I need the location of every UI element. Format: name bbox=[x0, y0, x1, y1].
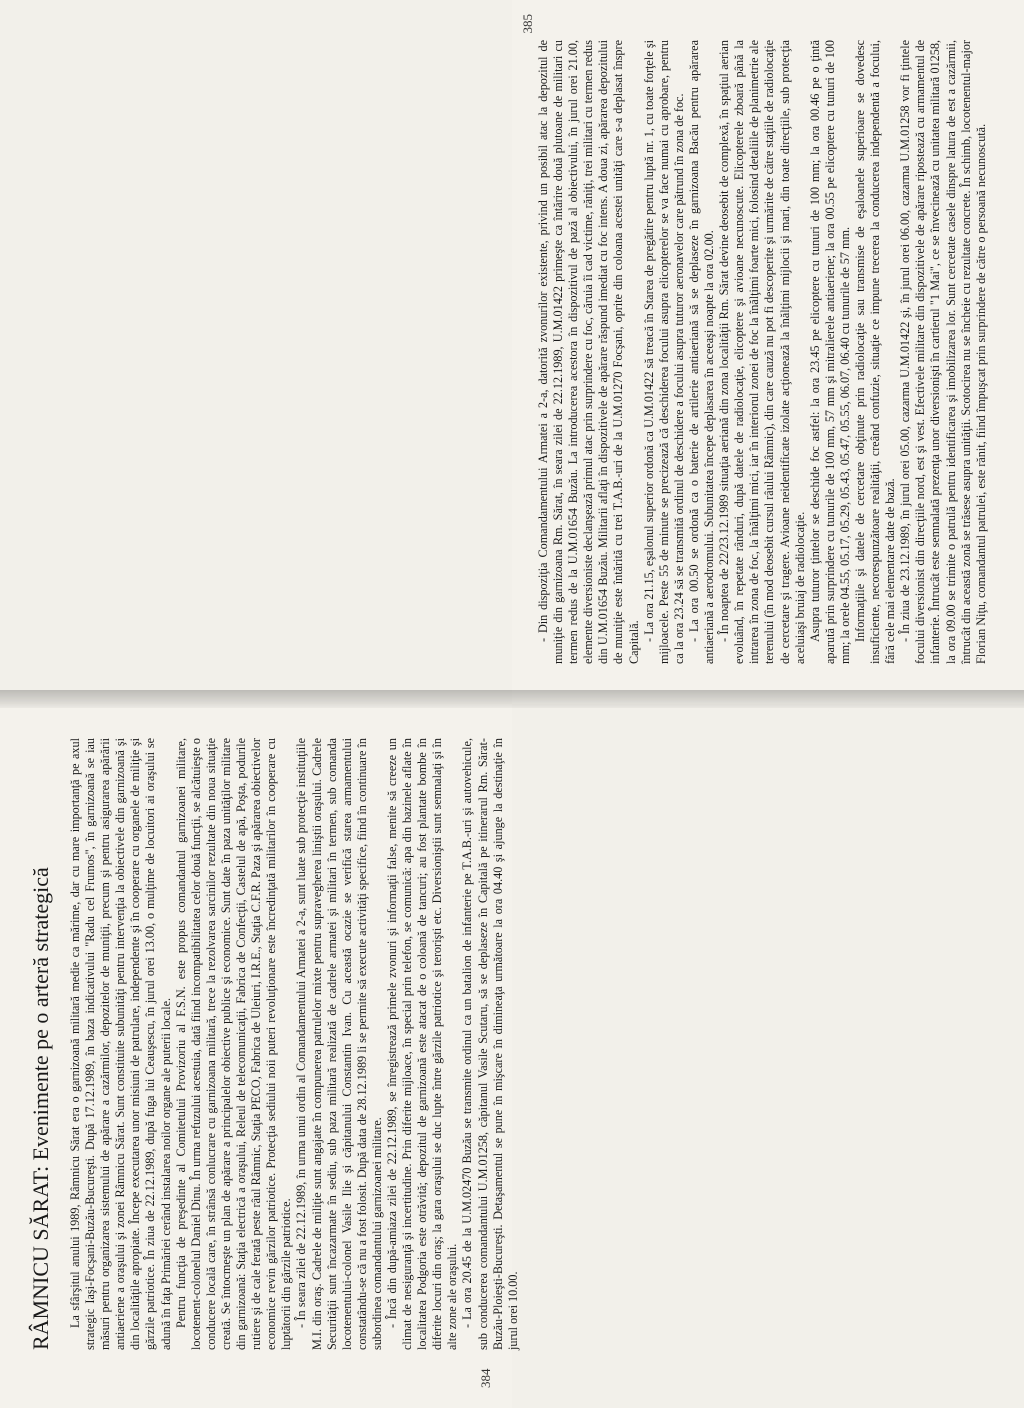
paragraph: - La ora 21.15, eşalonul superior ordonă ca U.M.01422 să treacă în Starea de pregătire pentru luptă nr. 1, cu toate forţele şi mijloacele. Peste 55 de minute se precizează că deschiderea focului asupra elicopterelor se va face numai cu aprobare, pentru ca la ora 23.24 să se transmită ordinul de deschidere a focului asupra tuturor aeronavelor care pătrund în zona de foc. bbox=[641, 40, 686, 664]
paragraph: - În ziua de 23.12.1989, în jurul orei 05.00, cazarma U.M.01422 şi, în jurul orei 06.00, cazarma U.M.01258 vor fi ţintele focului diversionist din direcţiile nord, est şi vest. Efectivele militare din dispozitivele de apărare ripostează cu armamentul de infanterie. Întrucât este semnalată prezenţa unor diversionişti în cartierul "1 Mai", ce se învecinează cu unitatea militară 01258, la ora 09.00 se trimite o patrulă pentru identificarea şi imobilizarea lor. Sunt cercetate casele dinspre latura de est a cazărmii, întrucât din această zonă se trăsese asupra unităţii. Scotocirea nu se încheie cu rezultate concrete. În schimb, locotenentul-major Florian Niţu, comandantul patrulei, este rănit, fiind împuşcat prin surprindere de către o persoană necunoscută. bbox=[898, 40, 988, 664]
paragraph: - La ora 20.45 de la U.M.02470 Buzău se transmite ordinul ca un batalion de infanterie pe T.A.B.-uri şi autovehicule, sub conducerea comandantului U.M.01258, căpitanul Vasile Scutaru, să se deplaseze în Capitală pe itinerarul Rm. Sărat-Buzău-Ploieşti-Bucureşti. Detaşamentul se pune în mişcare în dimineaţa următoare la ora 04.40 şi ajunge la destinaţie în jurul orei 10.00. bbox=[460, 738, 520, 1350]
paragraph: La sfârşitul anului 1989, Râmnicu Sărat era o garnizoană militară medie ca mărime, dar cu mare importanţă pe axul strategic Iaşi-Focşani-Buzău-Bucureşti. După 17.12.1989, în baza indicativului "Radu cel Frumos", în garnizoană se iau măsuri pentru organizarea sistemului de apărare a cazărmilor, depozitelor de muniţii, precum şi pentru asigurarea apărării antiaeriene a oraşului şi zonei Râmnicu Sărat. Sunt constituite subunităţi pentru intervenţia la obiectivele din garnizoană şi din localităţile apropiate. Începe executarea unor misiuni de patrulare, independente şi în cooperare cu organele de miliţie şi gărzile patriotice. În ziua de 22.12.1989, după fuga lui Ceauşescu, în jurul orei 13.00, o mulţime de locuitori ai oraşului se adună în faţa Primăriei cerând instalarea noilor organe ale puterii locale. bbox=[68, 738, 173, 1350]
page-384-content bbox=[28, 738, 520, 1350]
page-385 bbox=[512, 0, 1024, 704]
page-number: 384 bbox=[478, 1368, 493, 1388]
page-385-content bbox=[536, 40, 1002, 664]
paragraph: Asupra tuturor ţintelor se deschide foc astfel: la ora 23.45 pe elicoptere cu tunuri de 100 mm; la ora 00.46 pe o ţintă aparută prin surprindere cu tunurile de 100 mm, 57 mm şi mitralierele antiaeriene; la ora 00.55 pe elicoptere cu tunuri de 100 mm; la orele 04.55, 05.17, 05.29, 05.43, 05.47, 05.55, 06.07, 06.40 cu tunurile de 57 mm. bbox=[807, 40, 852, 664]
paragraph: - Din dispoziţia Comandamentului Armatei a 2-a, datorită zvonurilor existente, privind un posibil atac la depozitul de muniţie din garnizoana Rm. Sărat, în seara zilei de 22.12.1989, U.M.01422 primeşte ca întărire două plutoane de militari cu termen redus de la U.M.01654 Buzău. La introducerea acestora în dispozitivul de pază al obiectivului, în jurul orei 21.00, elemente diversioniste declanşează primul atac prin surprindere cu foc, căruia îi cad victime, răniţi, trei militari cu termen redus din U.M.01654 Buzău. Militarii aflaţi în dispozitivele de apărare răspund imediat cu foc intens. A doua zi, apărarea depozitului de muniţie este întărită cu trei T.A.B.-uri de la U.M.01270 Focşani, oprite din coloana acestei unităţi care s-a deplasat înspre Capitală. bbox=[536, 40, 641, 664]
chapter-title: RÂMNICU SĂRAT: Evenimente pe o arteră strategică bbox=[28, 867, 53, 1350]
paragraph: - La ora 00.50 se ordonă ca o baterie de artilerie antiaeriană să se deplaseze în garnizoana Bacău pentru apărarea antiaeriană a aerodromului. Subunitatea începe deplasarea în aceeaşi noapte la ora 02.00. bbox=[686, 40, 717, 664]
binding-gutter bbox=[0, 690, 1024, 708]
page-number: 385 bbox=[520, 14, 535, 34]
paragraph: - În seara zilei de 22.12.1989, în urma unui ordin al Comandamentului Armatei a 2-a, sunt luate sub protecţie instituţiile M.I. din oraş. Cadrele de miliţie sunt angajate în compunerea patrulelor mixte pentru supravegherea liniştii oraşului. Cadrele Securităţii sunt încazarmate în sediu, sub paza militară realizată de cadrele armatei şi militari în termen, sub comanda locotenentului-colonel Vasile Ilie şi căpitanului Constantin Ivan. Cu această ocazie se verifică starea armamentului constatându-se că nu a fost folosit. După data de 28.12.1989 li se permite să execute activităţi specifice, fiind în continuare în subordinea comandantului garnizoanei militare. bbox=[294, 738, 384, 1350]
paragraph: Informaţiile şi datele de cercetare obţinute prin radiolocaţie sau transmise de eşaloanele superioare se dovedesc insuficiente, necorespunzătoare realităţii, creând confuzie, situaţie ce impune trecerea la conducerea independentă a focului, fără cele mai elementare date de bază. bbox=[852, 40, 898, 664]
page-384 bbox=[0, 704, 520, 1408]
paragraph: - Încă din după-amiaza zilei de 22.12.1989, se înregistrează primele zvonuri şi informaţii false, menite să creeze un climat de nesiguranţă şi incertitudine. Prin diferite mijloace, în special prin telefon, se comunică: apa din bazinele aflate în localitatea Podgoria este otrăvită; depozitul de garnizoană este atacat de o coloană de tancuri; au fost plantate bombe în diferite locuri din oraş; la gara oraşului se duc lupte între gărzile patriotice şi terorişti etc. Diversioniştii sunt semnalaţi şi în alte zone ale oraşului. bbox=[384, 738, 460, 1350]
paragraph: Pentru funcţia de preşedinte al Comitetului Provizoriu al F.S.N. este propus comandantul garnizoanei militare, locotenent-colonelul Daniel Dinu. În urma refuzului acestuia, dată fiind incompatibilitatea celor două funcţii, se alcătuieşte o conducere locală care, în strânsă conlucrare cu garnizoana militară, trece la rezolvarea sarcinilor rezultate din noua situaţie creată. Se întocmeşte un plan de apărare a principalelor obiective publice şi economice. Sunt date în paza unităţilor militare din garnizoană: Staţia electrică a oraşului, Releul de telecomunicaţii, Fabrica de Confecţii, Castelul de apă, Poşta, podurile rutiere şi de cale ferată peste râul Râmnic, Staţia PECO, Fabrica de Uleiuri, I.R.E., Staţia C.F.R. Paza şi apărarea obiectivelor economice revin gărzilor patriotice. Protecţia sediului noii puteri revoluţionare este încredinţată militarilor în cooperare cu luptătorii din gărzile patriotice. bbox=[173, 738, 294, 1350]
paragraph: - În noaptea de 22/23.12.1989 situaţia aeriană din zona localităţii Rm. Sărat devine deosebit de complexă, în spaţiul aerian evoluând, în repetate rânduri, după datele de radiolocaţie, elicoptere şi avioane necunoscute. Elicopterele zboară până la intrarea în zona de foc, la înălţimi mici, iar în interiorul zonei de foc la înălţimi foarte mici, folosind detaliile de planimetrie ale terenului (în mod deosebit cursul râului Râmnic), din care cauză nu pot fi descoperite şi urmărite de către staţiile de radiolocaţie de cercetare şi tragere. Avioane neidentificate izolate acţionează la înălţimi mijlocii şi mari, din toate direcţiile, sub protecţia aceluiaşi bruiaj de radiolocaţie. bbox=[717, 40, 807, 664]
